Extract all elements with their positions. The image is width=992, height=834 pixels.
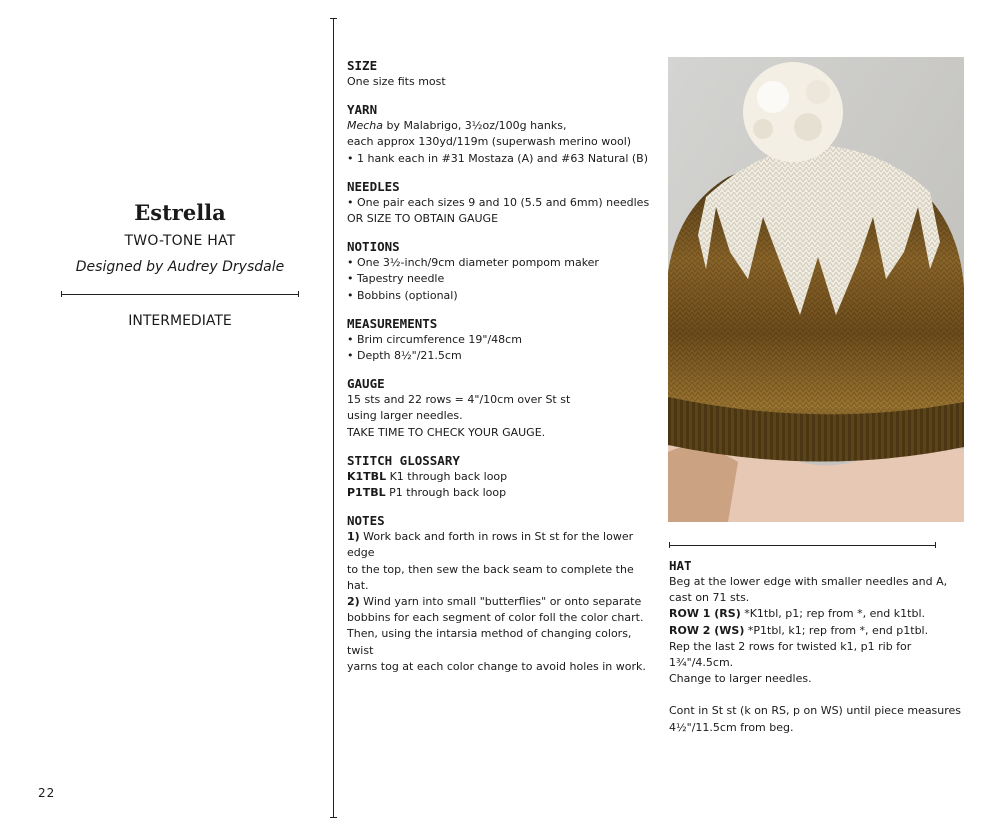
- hat-instructions: [669, 558, 969, 736]
- measurements-line-1: • Brim circumference 19"/48cm: [347, 332, 522, 346]
- yarn-line-2: each approx 130yd/119m (superwash merino wool): [347, 135, 632, 149]
- k1tbl-abbr: K1TBL: [347, 469, 387, 483]
- needles-heading: NEEDLES: [347, 178, 400, 194]
- measurements-section: [347, 316, 657, 364]
- gauge-line-2: using larger needles.: [347, 409, 463, 423]
- column-divider-cap-top: [330, 18, 337, 19]
- yarn-line-1-rest: by Malabrigo, 3½oz/100g hanks,: [383, 119, 567, 133]
- note-2-text: Wind yarn into small "butterflies" or onto separate: [359, 595, 642, 609]
- title-divider: [61, 294, 299, 295]
- notes-section: [347, 513, 657, 675]
- yarn-section: [347, 102, 657, 167]
- size-heading: SIZE: [347, 58, 378, 73]
- hat-divider: [669, 545, 936, 546]
- notions-line-3: • Bobbins (optional): [347, 288, 458, 302]
- glossary-heading: STITCH GLOSSARY: [347, 452, 460, 468]
- row-2-label: ROW 2 (WS): [669, 623, 745, 637]
- hat-illustration: [668, 57, 964, 522]
- gauge-line-1: 15 sts and 22 rows = 4"/10cm over St st: [347, 393, 571, 407]
- gauge-line-3: TAKE TIME TO CHECK YOUR GAUGE.: [347, 425, 546, 439]
- hat-divider-cap-left: [669, 542, 670, 548]
- notes-heading: NOTES: [347, 513, 385, 529]
- row-2-text: *P1tbl, k1; rep from *, end p1tbl.: [744, 623, 929, 637]
- notions-line-2: • Tapestry needle: [347, 272, 445, 286]
- size-text: One size fits most: [347, 75, 446, 88]
- hat-row-1: [669, 606, 969, 622]
- needles-line-1: • One pair each sizes 9 and 10 (5.5 and 6mm) needles: [347, 195, 650, 209]
- title-divider-cap-right: [298, 291, 299, 297]
- title-divider-cap-left: [61, 291, 62, 297]
- hat-line-7: Change to larger needles.: [669, 672, 812, 686]
- glossary-section: [347, 453, 657, 501]
- measurements-heading: MEASUREMENTS: [347, 315, 438, 331]
- hat-line-2: cast on 71 sts.: [669, 591, 750, 605]
- yarn-brand: Mecha: [347, 119, 384, 133]
- note-1-line-1: [347, 529, 657, 561]
- glossary-p1tbl: [347, 485, 657, 501]
- glossary-k1tbl: [347, 469, 657, 485]
- note-2-line-4: yarns tog at each color change to avoid holes in work.: [347, 659, 646, 673]
- note-2-line-1: [347, 594, 657, 610]
- column-divider: [333, 18, 334, 818]
- hat-photo: [668, 57, 964, 522]
- page-number: 22: [38, 786, 56, 800]
- hat-divider-cap-right: [935, 542, 936, 548]
- gauge-heading: GAUGE: [347, 376, 385, 392]
- note-2-number: 2): [347, 595, 360, 609]
- note-1-number: 1): [347, 530, 360, 544]
- k1tbl-text: K1 through back loop: [386, 469, 508, 483]
- yarn-line-3: • 1 hank each in #31 Mostaza (A) and #63 Natural (B): [347, 151, 649, 165]
- hat-line-9: 4½"/11.5cm from beg.: [669, 720, 794, 734]
- needles-section: [347, 179, 657, 227]
- yarn-heading: YARN: [347, 102, 378, 118]
- pattern-title: Estrella: [134, 200, 226, 225]
- p1tbl-abbr: P1TBL: [347, 486, 386, 500]
- note-2-line-2: bobbins for each segment of color foll the color chart.: [347, 611, 644, 625]
- hat-row-2: [669, 623, 969, 639]
- note-2-line-3: Then, using the intarsia method of changing colors, twist: [347, 627, 632, 657]
- skill-level: INTERMEDIATE: [128, 313, 232, 329]
- measurements-line-2: • Depth 8½"/21.5cm: [347, 349, 462, 363]
- gauge-section: [347, 376, 657, 441]
- column-divider-cap-bottom: [330, 817, 337, 818]
- yarn-line-1: [347, 118, 657, 134]
- notions-section: [347, 239, 657, 304]
- needles-line-2: OR SIZE TO OBTAIN GAUGE: [347, 212, 499, 226]
- designer-credit: Designed by Audrey Drysdale: [75, 259, 285, 275]
- hat-spacer: [669, 687, 969, 703]
- hat-line-5: Rep the last 2 rows for twisted k1, p1 rib for: [669, 639, 912, 653]
- row-1-label: ROW 1 (RS): [669, 607, 741, 621]
- hat-line-6: 1¾"/4.5cm.: [669, 656, 734, 670]
- notions-heading: NOTIONS: [347, 239, 400, 255]
- hat-line-8: Cont in St st (k on RS, p on WS) until piece measures: [669, 704, 962, 718]
- hat-heading: HAT: [669, 558, 692, 573]
- p1tbl-text: P1 through back loop: [385, 486, 507, 500]
- pattern-subtitle: TWO-TONE HAT: [124, 233, 236, 249]
- size-section: [347, 58, 657, 90]
- notions-line-1: • One 3½-inch/9cm diameter pompom maker: [347, 256, 599, 270]
- row-1-text: *K1tbl, p1; rep from *, end k1tbl.: [740, 607, 926, 621]
- note-1-text: Work back and forth in rows in St st for the lower edge: [347, 530, 634, 560]
- hat-line-1: Beg at the lower edge with smaller needles and A,: [669, 575, 948, 588]
- materials-column: [347, 58, 657, 687]
- note-1-line-2: to the top, then sew the back seam to complete the hat.: [347, 562, 634, 592]
